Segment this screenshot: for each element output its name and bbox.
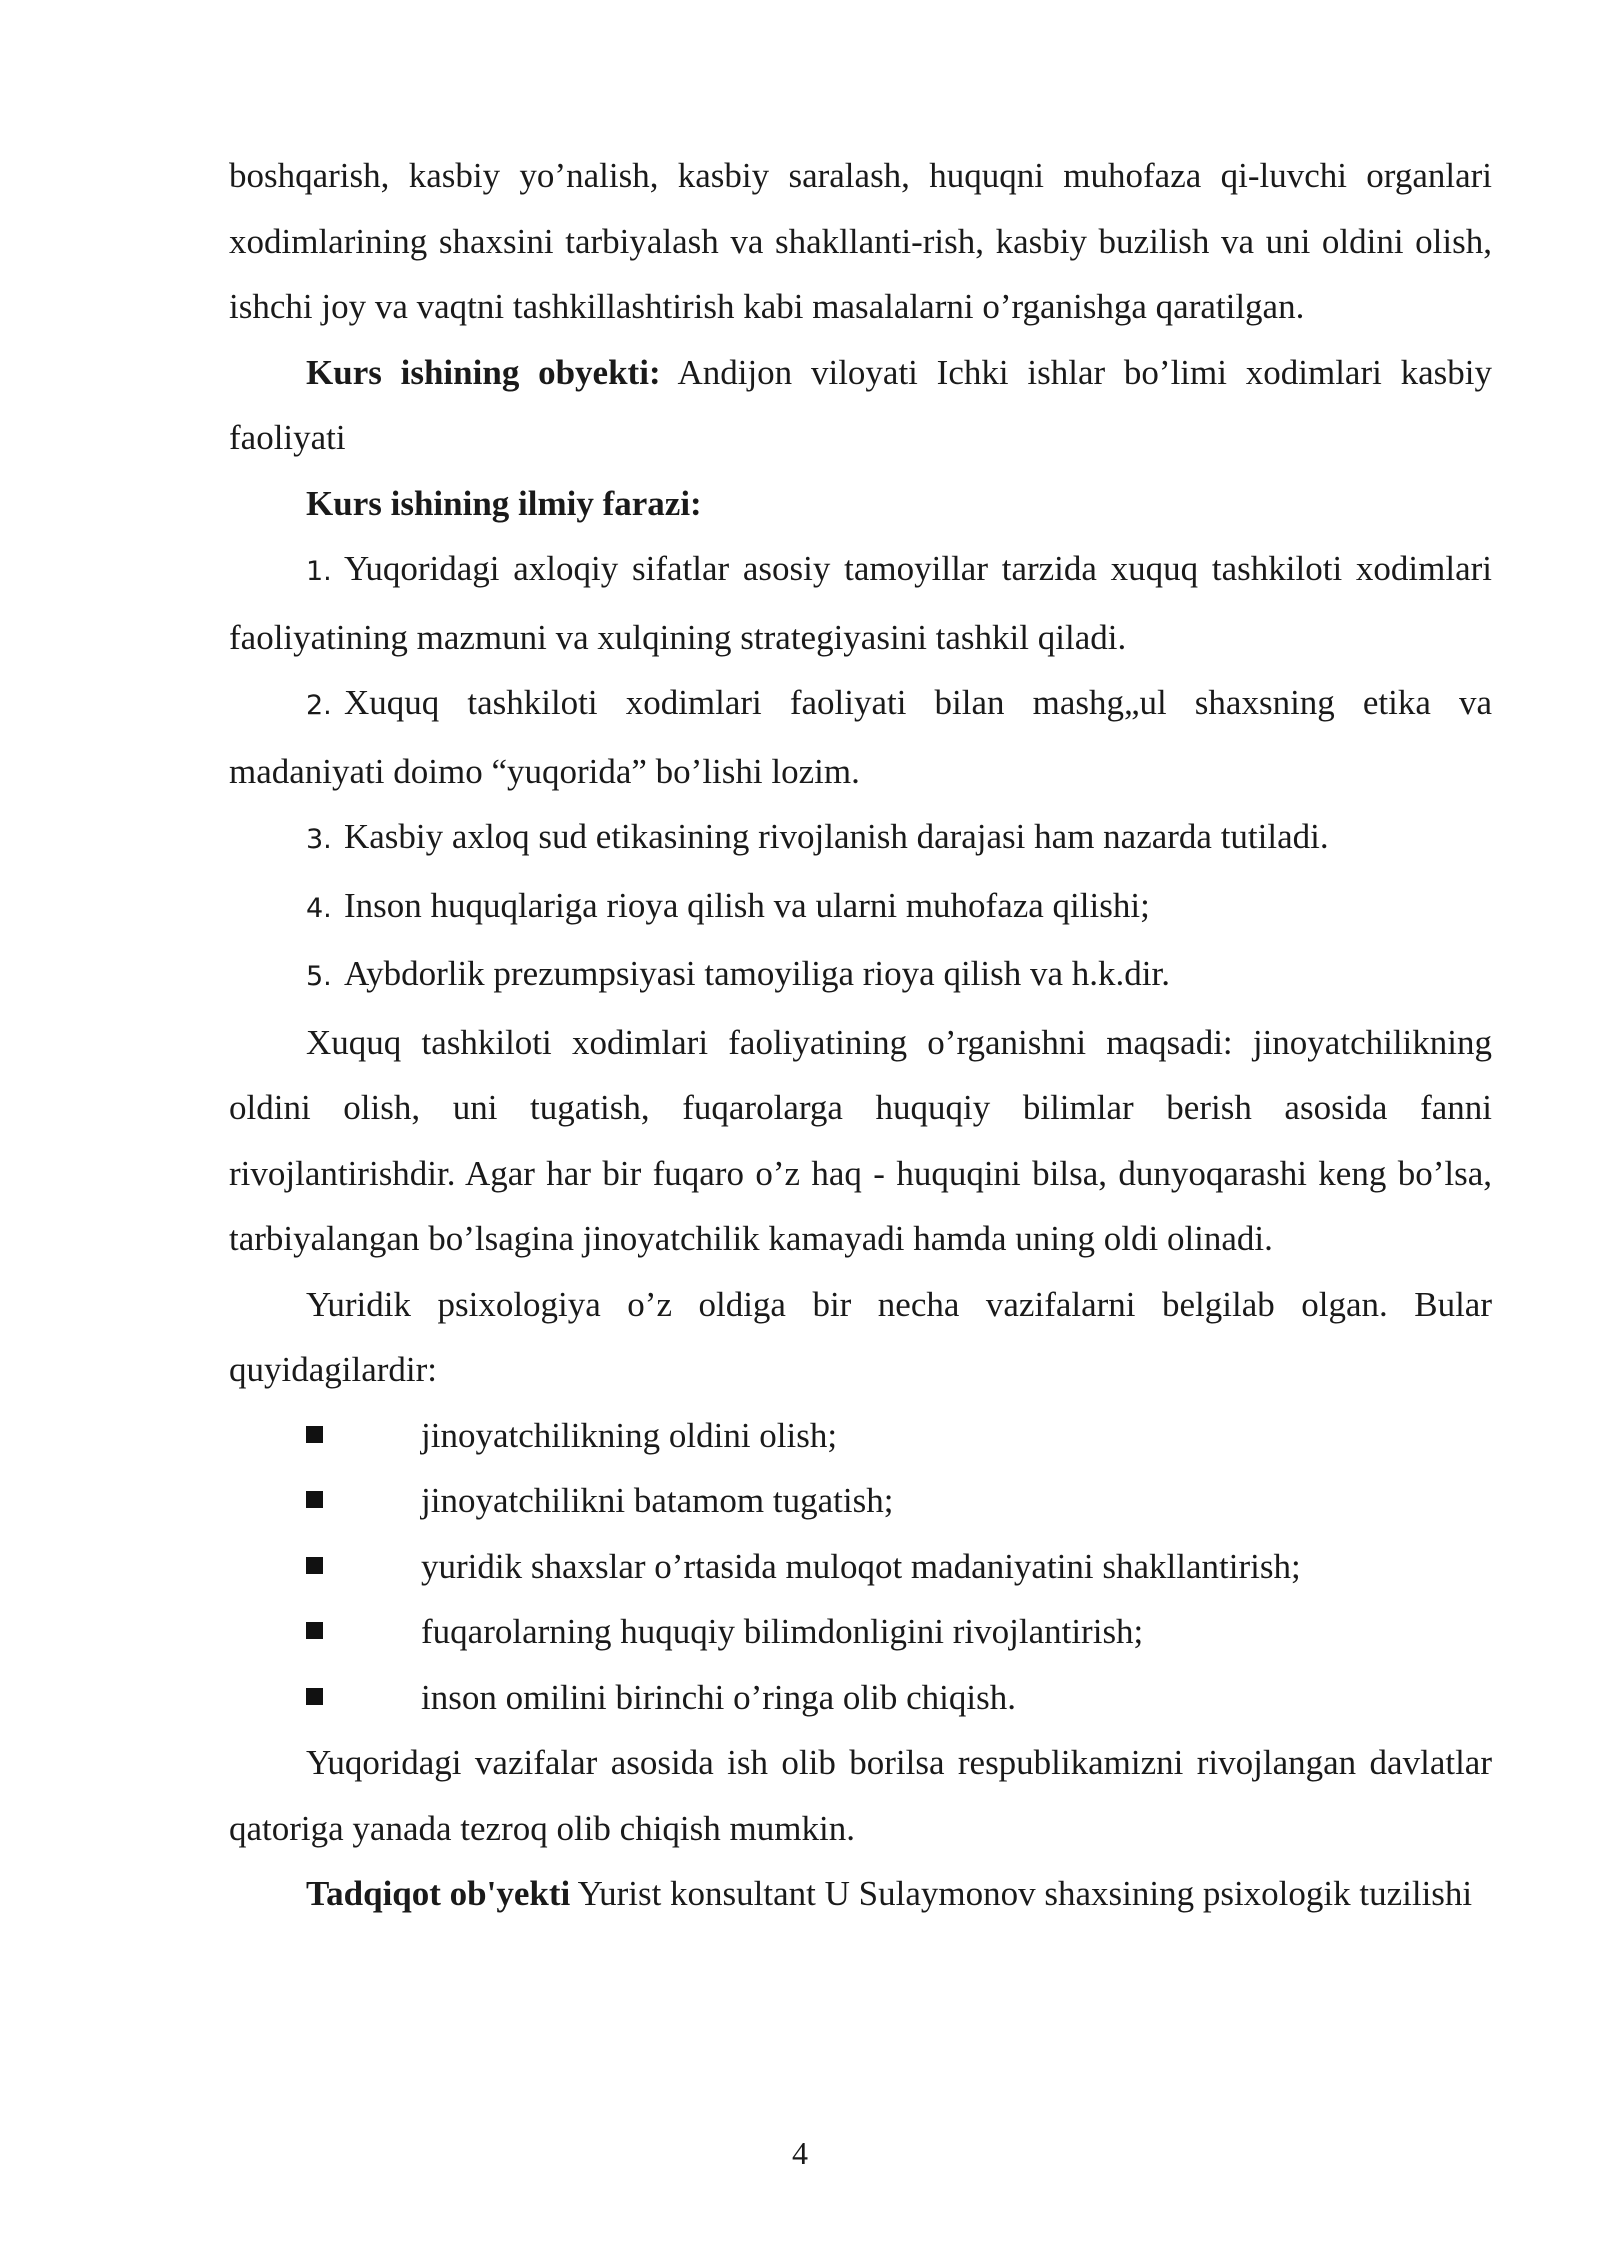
purpose-paragraph: Xuquq tashkiloti xodimlari faoliyatining o’rganishni maqsadi: jinoyatchilikning oldini olish, uni tugatish, fuqarolarga huquqiy bilimlar berish asosida fanni rivojlantirishdir. Agar har bir fuqaro o’z haq - huquqini bilsa, dunyoqarashi keng bo’lsa, tarbiyalangan bo’lsagina jinoyatchilik kamayadi hamda uning oldi olinadi.	[229, 1022, 1492, 1258]
object-paragraph	[229, 340, 1492, 471]
conclusion-paragraph: Yuqoridagi vazifalar asosida ish olib borilsa respublikamizni rivojlangan davlatlar qatoriga yanada tezroq olib chiqish mumkin.	[229, 1743, 1492, 1848]
hypothesis-number: 3.	[306, 824, 332, 855]
square-bullet-icon	[306, 1426, 323, 1443]
object-text: Andijon viloyati Ichki ishlar bo’limi xodimlari kasbiy faoliyati	[229, 352, 1492, 457]
task-list-item	[229, 1534, 1492, 1600]
square-bullet-icon	[306, 1622, 323, 1639]
task-list-item	[229, 1599, 1492, 1665]
hypothesis-item-1	[229, 536, 1492, 670]
hypothesis-number: 1.	[306, 556, 332, 587]
task-list-item	[229, 1403, 1492, 1469]
research-text: Yurist konsultant U Sulaymonov shaxsining psixologik tuzilishi	[570, 1874, 1473, 1913]
hypothesis-number: 4.	[306, 892, 332, 924]
task-text: fuqarolarning huquqiy bilimdonligini rivojlantirish;	[421, 1612, 1144, 1651]
hypothesis-item-2	[229, 670, 1492, 804]
hypothesis-text: Xuquq tashkiloti xodimlari faoliyati bilan mashg„ul shaxsning etika va madaniyati doimo “yuqorida” bo’lishi lozim.	[229, 683, 1492, 791]
task-list-item	[229, 1665, 1492, 1731]
hypothesis-item-5	[229, 941, 1492, 1010]
research-object-paragraph	[229, 1861, 1492, 1927]
hypothesis-number: 5.	[306, 961, 332, 992]
task-list-item	[229, 1468, 1492, 1534]
task-text: jinoyatchilikning oldini olish;	[421, 1415, 838, 1455]
task-text: inson omilini birinchi o’ringa olib chiqish.	[421, 1677, 1016, 1717]
hypothesis-heading	[229, 471, 1492, 537]
hypothesis-label: Kurs ishining ilmiy farazi:	[306, 483, 702, 523]
square-bullet-icon	[306, 1491, 323, 1508]
task-text: yuridik shaxslar o’rtasida muloqot madaniyatini shakllantirish;	[421, 1546, 1301, 1586]
document-page	[229, 143, 1492, 1927]
hypothesis-text: Inson huquqlariga rioya qilish va ularni muhofaza qilishi;	[344, 885, 1150, 925]
task-text: jinoyatchilikni batamom tugatish;	[421, 1481, 894, 1520]
hypothesis-item-4	[229, 873, 1492, 942]
square-bullet-icon	[306, 1557, 323, 1574]
hypothesis-text: Yuqoridagi axloqiy sifatlar asosiy tamoyillar tarzida xuquq tashkiloti xodimlari faoliyatining mazmuni va xulqining strategiyasini tashkil qiladi.	[229, 549, 1492, 657]
page-number: 4	[792, 2135, 808, 2171]
research-label: Tadqiqot ob'yekti	[306, 1874, 571, 1913]
tasks-intro-paragraph: Yuridik psixologiya o’z oldiga bir necha vazifalarni belgilab olgan. Bular quyidagilardir:	[229, 1284, 1492, 1389]
intro-paragraph: boshqarish, kasbiy yo’nalish, kasbiy saralash, huquqni muhofaza qi-luvchi organlari xodimlarining shaxsini tarbiyalash va shakllanti-rish, kasbiy buzilish va uni oldini olish, ishchi joy va vaqtni tashkillashtirish kabi masalalarni o’rganishga qaratilgan.	[229, 156, 1492, 326]
hypothesis-text: Aybdorlik prezumpsiyasi tamoyiliga rioya qilish va h.k.dir.	[344, 954, 1170, 993]
hypothesis-item-3	[229, 804, 1492, 873]
hypothesis-text: Kasbiy axloq sud etikasining rivojlanish darajasi ham nazarda tutiladi.	[344, 817, 1329, 856]
square-bullet-icon	[306, 1688, 323, 1705]
object-label: Kurs ishining obyekti:	[306, 352, 661, 392]
hypothesis-number: 2.	[306, 690, 332, 721]
